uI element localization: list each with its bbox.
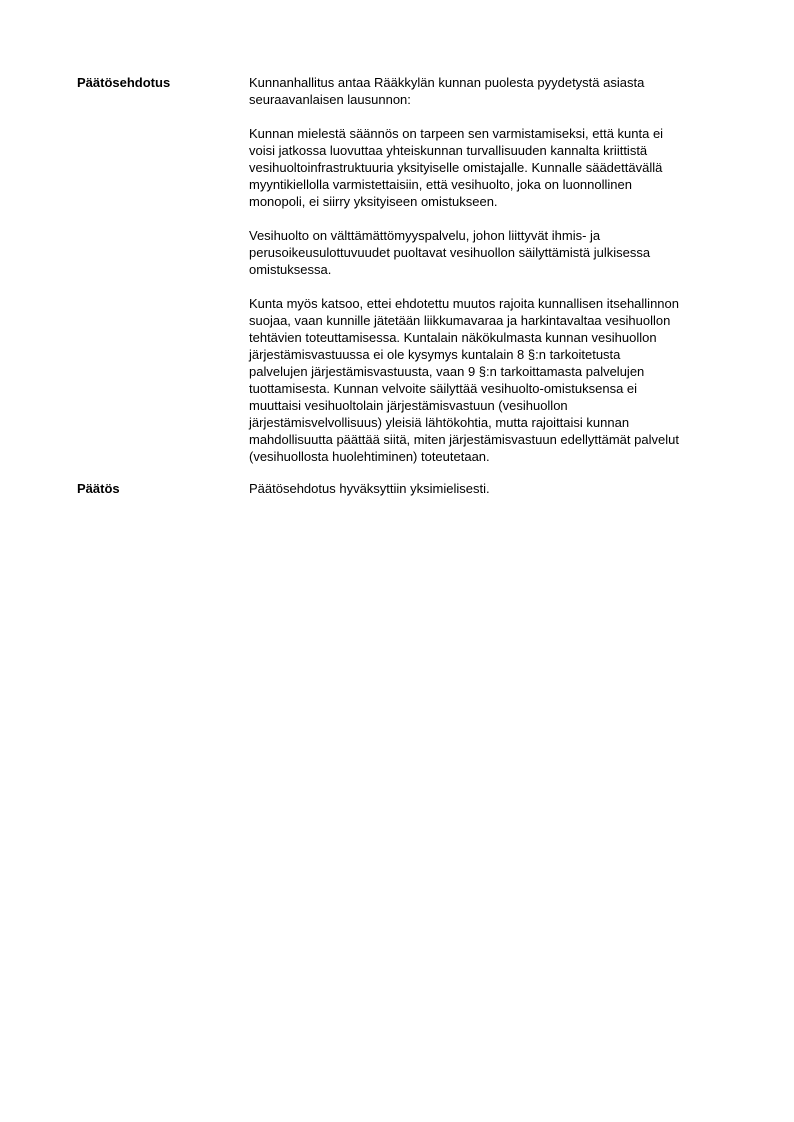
text-line: Kunta myös katsoo, ettei ehdotettu muutos rajoita kunnallisen itsehallinnon (249, 296, 679, 311)
text-line: perusoikeusulottuvuudet puoltavat vesihuollon säilyttämistä julkisessa (249, 245, 651, 260)
paragraph (249, 295, 743, 465)
text-line: mahdollisuutta päättää siitä, miten järjestämisvastuun edellyttämät palvelut (249, 432, 679, 447)
text-line: seuraavanlaisen lausunnon: (249, 92, 411, 107)
paragraph (249, 480, 743, 497)
text-line: vesihuoltoinfrastruktuuria yksityiselle omistajalle. Kunnalle säädettävällä (249, 160, 663, 175)
section-label: Päätösehdotus (77, 75, 171, 90)
section-content (249, 74, 743, 482)
text-line: muuttaisi vesihuoltolain järjestämisvastuun (vesihuollon (249, 398, 568, 413)
text-line: Vesihuolto on välttämättömyyspalvelu, johon liittyvät ihmis- ja (249, 228, 601, 243)
text-line: Päätösehdotus hyväksyttiin yksimielisesti. (249, 481, 490, 496)
text-line: suojaa, vaan kunnille jätetään liikkumavaraa ja harkintavaltaa vesihuollon (249, 313, 671, 328)
text-line: omistuksessa. (249, 262, 332, 277)
section-content (249, 480, 743, 514)
text-line: järjestämisvastuussa ei ole kysymys kuntalain 8 §:n tarkoitetusta (249, 347, 621, 362)
text-line: palvelujen järjestämisvastuusta, vaan 9 §:n tarkoittamasta palvelujen (249, 364, 645, 379)
text-line: järjestämisvelvollisuus) yleisiä lähtökohtia, mutta rajoittaisi kunnan (249, 415, 630, 430)
text-line: myyntikiellolla varmistettaisiin, että vesihuolto, joka on luonnollinen (249, 177, 632, 192)
section-label: Päätös (77, 481, 120, 496)
text-line: (vesihuollosta huolehtiminen) toteutetaan. (249, 449, 490, 464)
text-line: tuottamisesta. Kunnan velvoite säilyttää vesihuolto-omistuksensa ei (249, 381, 638, 396)
text-line: Kunnanhallitus antaa Rääkkylän kunnan puolesta pyydetystä asiasta (249, 75, 645, 90)
paragraph (249, 125, 743, 210)
paragraph (249, 74, 743, 108)
text-line: Kunnan mielestä säännös on tarpeen sen varmistamiseksi, että kunta ei (249, 126, 664, 141)
text-line: tehtävien toteuttamisessa. Kuntalain näkökulmasta kunnan vesihuollon (249, 330, 657, 345)
text-line: voisi jatkossa luovuttaa yhteiskunnan turvallisuuden kannalta kriittistä (249, 143, 648, 158)
text-line: monopoli, ei siirry yksityiseen omistukseen. (249, 194, 498, 209)
paragraph (249, 227, 743, 278)
